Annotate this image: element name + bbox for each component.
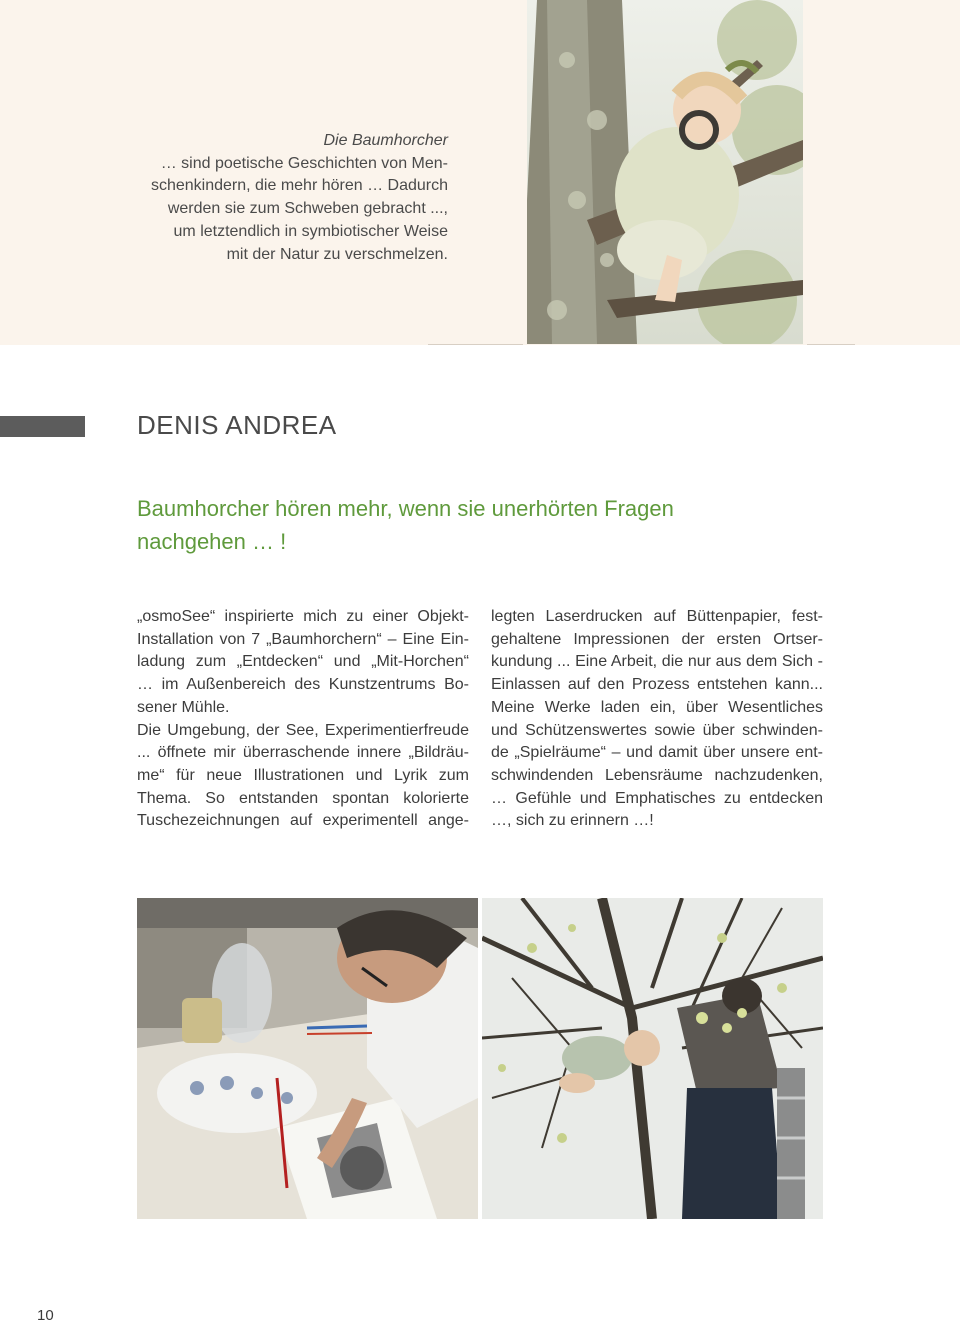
intro-line: schenkindern, die mehr hören … Dadurch [150,177,448,195]
body-line: Tuschezeichnungen auf experimentell ange- [137,812,469,830]
intro-line: um letztendlich in symbiotischer Weise [173,222,448,240]
body-line: und Schützenswertes sowie über schwinden- [491,721,823,739]
body-line: Installation von 7 „Baumhorchern“ – Eine Ein- [137,630,469,648]
body-line: gehaltene Impressionen der ersten Ortser- [491,630,823,648]
body-line: Meine Werke laden ein, über Wesentliches [491,698,823,716]
section-accent-bar [0,416,85,437]
body-line: me“ für neue Illustrationen und Lyrik zum [137,766,469,784]
body-line: „osmoSee“ inspirierte mich zu einer Objekt- [137,608,469,625]
page-number: 10 [37,1307,54,1324]
body-line: … im Außenbereich des Kunstzentrums Bo- [137,676,469,694]
headline: Baumhorcher hören mehr, wenn sie unerhörten Fragen nachgehen … ! [137,496,674,554]
body-line: ... öffnete mir überraschende innere „Bildräu- [137,744,469,762]
body-line: Einlassen auf den Prozess entstehen kann... [491,676,823,694]
divider-line [807,344,855,345]
body-line: … Gefühle und Emphatisches zu entdecken [491,789,823,807]
photo-artist-painting [137,898,478,1219]
body-line: legten Laserdrucken auf Büttenpapier, fest- [491,608,823,625]
body-line: …, sich zu erinnern …! [491,812,654,830]
body-line: sener Mühle. [137,698,230,716]
intro-line: werden sie zum Schweben gebracht ..., [167,200,448,218]
body-line: Thema. So entstanden spontan kolorierte [137,789,469,807]
photo-man-in-tree [482,898,823,1219]
body-column-left [137,606,469,833]
intro-line: mit der Natur zu verschmelzen. [226,245,448,263]
intro-line: … sind poetische Geschichten von Men- [160,154,448,172]
intro-title: Die Baumhorcher [323,132,448,149]
body-line: schwindenden Lebensräume nachzudenken, [491,766,823,784]
body-line: de „Spielräume“ – und damit über unsere ent- [491,744,823,762]
body-line: Die Umgebung, der See, Experimentierfreude [137,721,469,739]
body-line: kundung ... Eine Arbeit, die nur aus dem Sich - [491,653,823,671]
body-line: ladung zum „Entdecken“ und „Mit-Horchen“ [137,653,469,671]
author-name: DENIS ANDREA [137,410,337,440]
divider-line [428,344,523,345]
body-column-right [491,606,823,833]
photo-doll-in-tree [527,0,803,344]
intro-text [130,130,448,266]
